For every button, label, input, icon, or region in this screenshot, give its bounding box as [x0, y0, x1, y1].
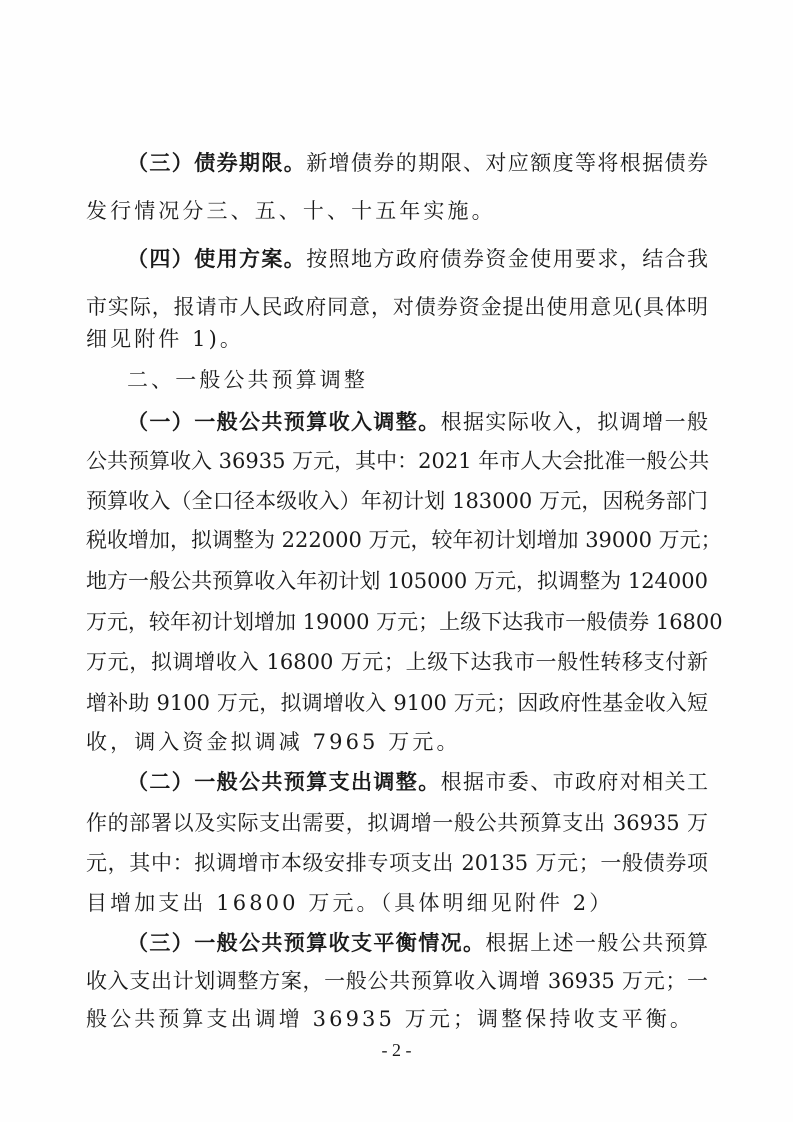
paragraph-line: 般公共预算支出调增 36935 万元；调整保持收支平衡。 [86, 1007, 694, 1031]
paragraph-heading: （一）一般公共预算收入调整。 [127, 410, 441, 434]
paragraph-line: （三）债券期限。新增债券的期限、对应额度等将根据债券 [127, 151, 709, 175]
paragraph-line: 细见附件 1)。 [86, 327, 245, 351]
paragraph-heading: （二）一般公共预算支出调整。 [127, 770, 441, 794]
paragraph-line: 元，其中：拟调增市本级安排专项支出 20135 万元；一般债券项 [86, 851, 708, 875]
paragraph-line: （三）一般公共预算收支平衡情况。根据上述一般公共预算 [127, 931, 709, 955]
paragraph-line: 增补助 9100 万元，拟调增收入 9100 万元；因政府性基金收入短 [86, 691, 708, 715]
paragraph-line: 公共预算收入 36935 万元，其中：2021 年市人大会批准一般公共 [86, 449, 710, 473]
paragraph-line: 税收增加，拟调整为 222000 万元，较年初计划增加 39000 万元； [86, 528, 722, 552]
paragraph-line: 发行情况分三、五、十、十五年实施。 [86, 199, 496, 223]
paragraph-line: （四）使用方案。按照地方政府债券资金使用要求，结合我 [127, 247, 709, 271]
paragraph-line: 收入支出计划调整方案，一般公共预算收入调增 36935 万元；一 [86, 969, 708, 993]
page-number: - 2 - [381, 1040, 412, 1060]
paragraph-heading: （三）一般公共预算收支平衡情况。 [127, 931, 486, 955]
paragraph-line: 万元，拟调增收入 16800 万元；上级下达我市一般性转移支付新 [86, 650, 708, 674]
paragraph-heading: （三）债券期限。 [127, 151, 307, 175]
paragraph-line: 万元，较年初计划增加 19000 万元；上级下达我市一般债券 16800 [86, 610, 723, 634]
paragraph-heading: （四）使用方案。 [127, 247, 307, 271]
paragraph-line: （一）一般公共预算收入调整。根据实际收入，拟调增一般 [127, 410, 709, 434]
paragraph-line: 收，调入资金拟调减 7965 万元。 [86, 730, 461, 754]
section-title: 二、一般公共预算调整 [127, 368, 368, 392]
paragraph-line: 市实际，报请市人民政府同意，对债券资金提出使用意见(具体明 [86, 295, 708, 319]
paragraph-line: 作的部署以及实际支出需要，拟调增一般公共预算支出 36935 万 [86, 811, 708, 835]
paragraph-line: 目增加支出 16800 万元。（具体明细见附件 2） [86, 891, 614, 915]
paragraph-line: （二）一般公共预算支出调整。根据市委、市政府对相关工 [127, 770, 709, 794]
paragraph-line: 地方一般公共预算收入年初计划 105000 万元，拟调整为 124000 [86, 569, 708, 593]
paragraph-line: 预算收入（全口径本级收入）年初计划 183000 万元，因税务部门 [86, 489, 708, 513]
